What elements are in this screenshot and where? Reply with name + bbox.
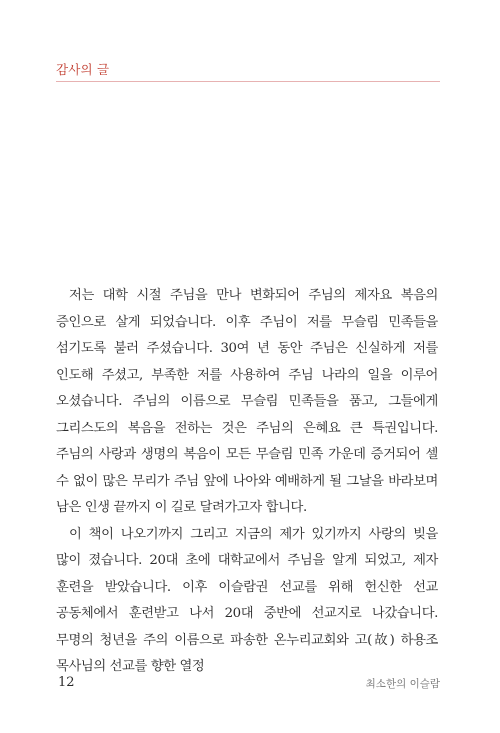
title-divider	[56, 81, 440, 82]
paragraph: 이 책이 나오기까지 그리고 지금의 제가 있기까지 사랑의 빚을 많이 졌습니다. 20대 초에 대학교에서 주님을 알게 되었고, 제자 훈련을 받았습니다. 이후 이슬람권 선교를 위해 헌신한 선교 공동체에서 훈련받고 나서 20대 중반에 선교지로 나갔습니다. 무명의 청년을 주의 이름으로 파송한 온누리교회와 고(故) 하용조 목사님의 선교를 향한 열정	[56, 526, 438, 674]
paragraph: 저는 대학 시절 주님을 만나 변화되어 주님의 제자요 복음의 증인으로 살게 되었습니다. 이후 주님이 저를 무슬림 민족들을 섬기도록 불러 주셨습니다. 30여 년 동안 주님은 신실하게 저를 인도해 주셨고, 부족한 저를 사용하여 주님 나라의 일을 이루어 오셨습니다. 주님의 이름으로 무슬림 민족들을 품고, 그들에게 그리스도의 복음을 전하는 것은 주님의 은혜요 큰 특권입니다. 주님의 사랑과 생명의 복음이 모든 무슬림 민족 가운데 증거되어 셀 수 없이 많은 무리가 주님 앞에 나아와 예배하게 될 그날을 바라보며 남은 인생 끝까지 이 길로 달려가고자 합니다.	[56, 288, 438, 515]
section-title: 감사의 글	[56, 62, 110, 77]
running-footer-title: 최소한의 이슬람	[365, 678, 440, 690]
page-number: 12	[58, 675, 75, 690]
body-text	[56, 283, 438, 681]
